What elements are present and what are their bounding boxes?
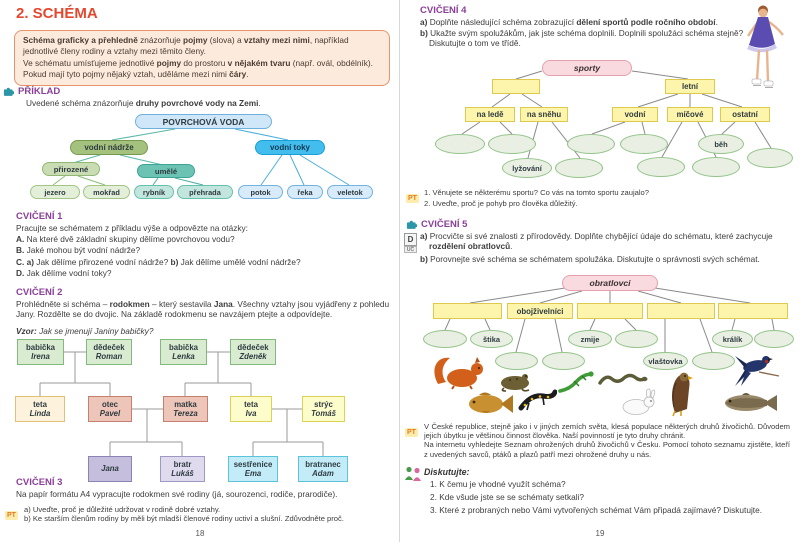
node-jezero: jezero <box>30 185 80 199</box>
node-micove: míčové <box>667 107 713 122</box>
node-vlastovka: vlaštovka <box>643 352 688 370</box>
family-node-pavel: otec Pavel <box>88 396 132 422</box>
pt-badge-left: PT <box>7 512 16 519</box>
family-node-linda: teta Linda <box>15 396 65 422</box>
cviceni1-question-a: A. Na které dvě základní skupiny dělíme povrchovou vodu? <box>16 234 235 245</box>
discussion-people-icon <box>403 466 423 481</box>
page-title: 2. SCHÉMA <box>16 5 98 22</box>
node-vodni-toky: vodní toky <box>255 140 325 155</box>
snake-image <box>598 371 648 388</box>
cviceni1-question-c: C. a) Jak dělíme přirozené vodní nádrže? b) Jak dělíme umělé vodní nádrže? <box>16 256 301 267</box>
node-ostatni: ostatní <box>720 107 770 122</box>
cviceni5-a: a) Procvičte si své znalosti z přírodovědy. Doplňte chybějící údaje do schématu, které zachycuje rozdělení obratlovců. <box>420 231 773 251</box>
family-node-lukas: bratr Lukáš <box>160 456 205 482</box>
vert-box-empty-2 <box>577 303 643 319</box>
node-povrchova-voda: POVRCHOVÁ VODA <box>135 114 272 129</box>
node-kralik: králík <box>712 330 753 348</box>
pt-sports-q2: 2. Uveďte, proč je pohyb pro člověka důležitý. <box>424 199 578 208</box>
vert-box-empty-4 <box>718 303 788 319</box>
puzzle-icon <box>3 87 14 97</box>
vert-box-empty-3 <box>647 303 715 319</box>
priklad-header <box>3 86 60 97</box>
cviceni4-a: a) Doplňte následující schéma zobrazující dělení sportů podle ročního období. <box>420 17 718 27</box>
node-mokrad: mokřad <box>83 185 130 199</box>
page-number-left: 18 <box>195 529 205 538</box>
pt-sports-text <box>424 188 784 208</box>
rabbit-image <box>620 387 658 415</box>
diskutujte-header: Diskutujte: <box>424 467 470 477</box>
pt-vertebrates-text <box>424 422 790 459</box>
sports-tree-diagram <box>410 55 795 190</box>
node-prirozene: přirozené <box>42 162 100 176</box>
family-node-jana: Jana <box>88 456 132 482</box>
diskutujte-q1: 1. K čemu je vhodné využít schéma? <box>430 479 566 489</box>
diskutujte-questions <box>430 480 790 516</box>
family-node-adam: bratranec Adam <box>298 456 348 482</box>
sport-oval-empty-1 <box>435 134 485 154</box>
vert-oval-empty-1 <box>423 330 467 348</box>
badge-d: D <box>404 233 417 246</box>
cviceni2-header: CVIČENÍ 2 <box>16 287 63 298</box>
node-obratlovci: obratlovci <box>562 275 658 291</box>
node-stika: štika <box>470 330 513 348</box>
sport-oval-empty-3 <box>555 158 603 178</box>
pt-left-a: a) Uveďte, proč je důležité udržovat v rodině dobré vztahy. <box>24 505 221 514</box>
node-sporty: sporty <box>542 60 632 76</box>
squirrel-image <box>428 352 488 390</box>
node-vodni: vodní <box>612 107 658 122</box>
vert-oval-empty-5 <box>692 352 735 370</box>
sport-oval-empty-4 <box>567 134 615 154</box>
vert-box-empty-1 <box>433 303 502 319</box>
water-tree-diagram <box>20 109 376 204</box>
lizard-image <box>558 369 598 393</box>
diskutujte-q2: 2. Kde všude jste se se schématy setkali? <box>430 491 585 502</box>
pt-vertebrates-paragraph-1: V České republice, stejně jako i v jiných zemích světa, klesá populace některých druhů živočichů. Důvodem jejich úbytku je většinou činnost člověka. Naší povinností je tyto druhy chránit. <box>424 422 790 441</box>
pt-left-text <box>24 505 394 523</box>
node-beh: běh <box>698 134 744 154</box>
vert-oval-empty-6 <box>754 330 794 348</box>
cviceni1-question-d: D. Jak dělíme vodní toky? <box>16 267 112 278</box>
node-obojzivelnici: obojživelníci <box>507 303 573 319</box>
cviceni1-question-b: B. Jaké mohou být vodní nádrže? <box>16 245 141 256</box>
sport-oval-empty-5 <box>620 134 668 154</box>
page-divider <box>399 0 400 542</box>
family-node-zdenek: dědeček Zdeněk <box>230 339 276 365</box>
swallow-image <box>733 352 787 390</box>
family-node-lenka: babička Lenka <box>160 339 207 365</box>
pt-badge-vertebrates: PT <box>407 429 416 436</box>
node-lyzovani: lyžování <box>502 158 552 178</box>
node-potok: potok <box>238 185 283 199</box>
node-prehrada: přehrada <box>177 185 233 199</box>
cviceni1-intro: Pracujte se schématem z příkladu výše a odpovězte na otázky: <box>16 223 248 233</box>
salamander-image <box>517 386 557 413</box>
node-na-snehu: na sněhu <box>520 107 568 122</box>
family-node-roman: dědeček Roman <box>86 339 132 365</box>
cviceni3-text: Na papír formátu A4 vypracujte rodokmen své rodiny (já, sourozenci, rodiče, prarodiče). <box>16 489 338 499</box>
cviceni2-vzor: Vzor: Jak se jmenují Janiny babičky? <box>16 326 154 336</box>
sport-oval-empty-7 <box>692 157 740 177</box>
pt-left-b: b) Ke starším členům rodiny by měli být mladší členové rodiny uctiví a slušní. Zdůvodněte proč. <box>24 514 344 524</box>
pt-vertebrates-paragraph-2: Na internetu vyhledejte Seznam ohrožených druhů živočichů v Česku. Pomocí tohoto seznamu zjistěte, kteří z uvedených savců, ptáků a plazů patří mezi ohrožené druhy u nás. <box>424 440 790 459</box>
page-number-right: 19 <box>595 529 605 538</box>
sport-oval-empty-6 <box>637 157 685 177</box>
vert-oval-empty-4 <box>615 330 658 348</box>
cviceni3-header: CVIČENÍ 3 <box>16 477 63 488</box>
cviceni5-label: CVIČENÍ 5 <box>421 219 468 230</box>
family-node-ema: sestřenice Ema <box>228 456 278 482</box>
cviceni1-header: CVIČENÍ 1 <box>16 211 63 222</box>
priklad-intro: Uvedené schéma znázorňuje druhy povrchové vody na Zemi. <box>26 98 261 108</box>
pt-badge-sports: PT <box>408 195 417 202</box>
cviceni4-header: CVIČENÍ 4 <box>420 5 467 16</box>
node-zmije: zmije <box>568 330 612 348</box>
node-umele: umělé <box>137 164 195 178</box>
diskutujte-q3: 3. Které z probraných nebo Vámi vytvořených schémat Vám připadá zajímavé? Diskutujte. <box>430 504 763 515</box>
node-vodni-nadrze: vodní nádrže <box>70 140 148 155</box>
puzzle-icon <box>406 220 417 230</box>
definition-box <box>14 30 390 86</box>
family-node-tereza: matka Tereza <box>163 396 208 422</box>
vert-oval-empty-3 <box>542 352 585 370</box>
eagle-image <box>661 369 702 417</box>
definition-paragraph-2: Ve schématu umísťujeme jednotlivé pojmy do prostoru v nějakém tvaru (např. ovál, obdélník). Pokud mají tyto pojmy nějaký vztah, uděláme mezi nimi čáry. <box>23 57 373 80</box>
family-tree-diagram <box>10 337 395 485</box>
definition-paragraph-1: Schéma graficky a přehledně znázorňuje pojmy (slova) a vztahy mezi nimi, například jednotlivé členy rodiny a vztahy mezi těmito členy. <box>23 35 349 57</box>
cviceni5-b: b) Porovnejte své schéma se schématem spolužáka. Diskutujte o správnosti svých schémat. <box>420 254 760 264</box>
trout-image <box>720 391 780 415</box>
node-rybnik: rybník <box>134 185 174 199</box>
cviceni4-b: b) Ukažte svým spolužákům, jak jste schéma doplnili. Doplnili spolužáci schéma stejně? Diskutujte o tom ve třídě. <box>420 28 744 48</box>
carp-image <box>465 389 515 417</box>
node-reka: řeka <box>287 185 323 199</box>
cviceni5-header <box>406 219 467 230</box>
sport-oval-empty-8 <box>747 148 793 168</box>
textbook-ref-badge <box>404 233 417 253</box>
priklad-label: PŘÍKLAD <box>18 86 61 97</box>
vert-oval-empty-2 <box>495 352 538 370</box>
cviceni2-text: Prohlédněte si schéma – rodokmen – který sestavila Jana. Všechny vztahy jsou vyjádřeny z pohledu Jany. Rozdělte se do dvojic. Na základě rodokmenu se navzájem ptejte a odpovídejte. <box>16 299 390 319</box>
family-node-iva: teta Iva <box>230 396 272 422</box>
node-na-lede: na ledě <box>465 107 515 122</box>
sport-oval-empty-2 <box>488 134 536 154</box>
family-node-tomas: strýc Tomáš <box>302 396 345 422</box>
node-winter-empty <box>492 79 540 94</box>
node-letni: letní <box>665 79 715 94</box>
cviceni1-text <box>16 224 392 278</box>
badge-uc: UČ <box>404 246 417 253</box>
node-veletok: veletok <box>327 185 373 199</box>
pt-sports-q1: 1. Věnujete se některému sportu? Co vás na tomto sportu zaujalo? <box>424 188 649 197</box>
family-node-irena: babička Irena <box>17 339 64 365</box>
